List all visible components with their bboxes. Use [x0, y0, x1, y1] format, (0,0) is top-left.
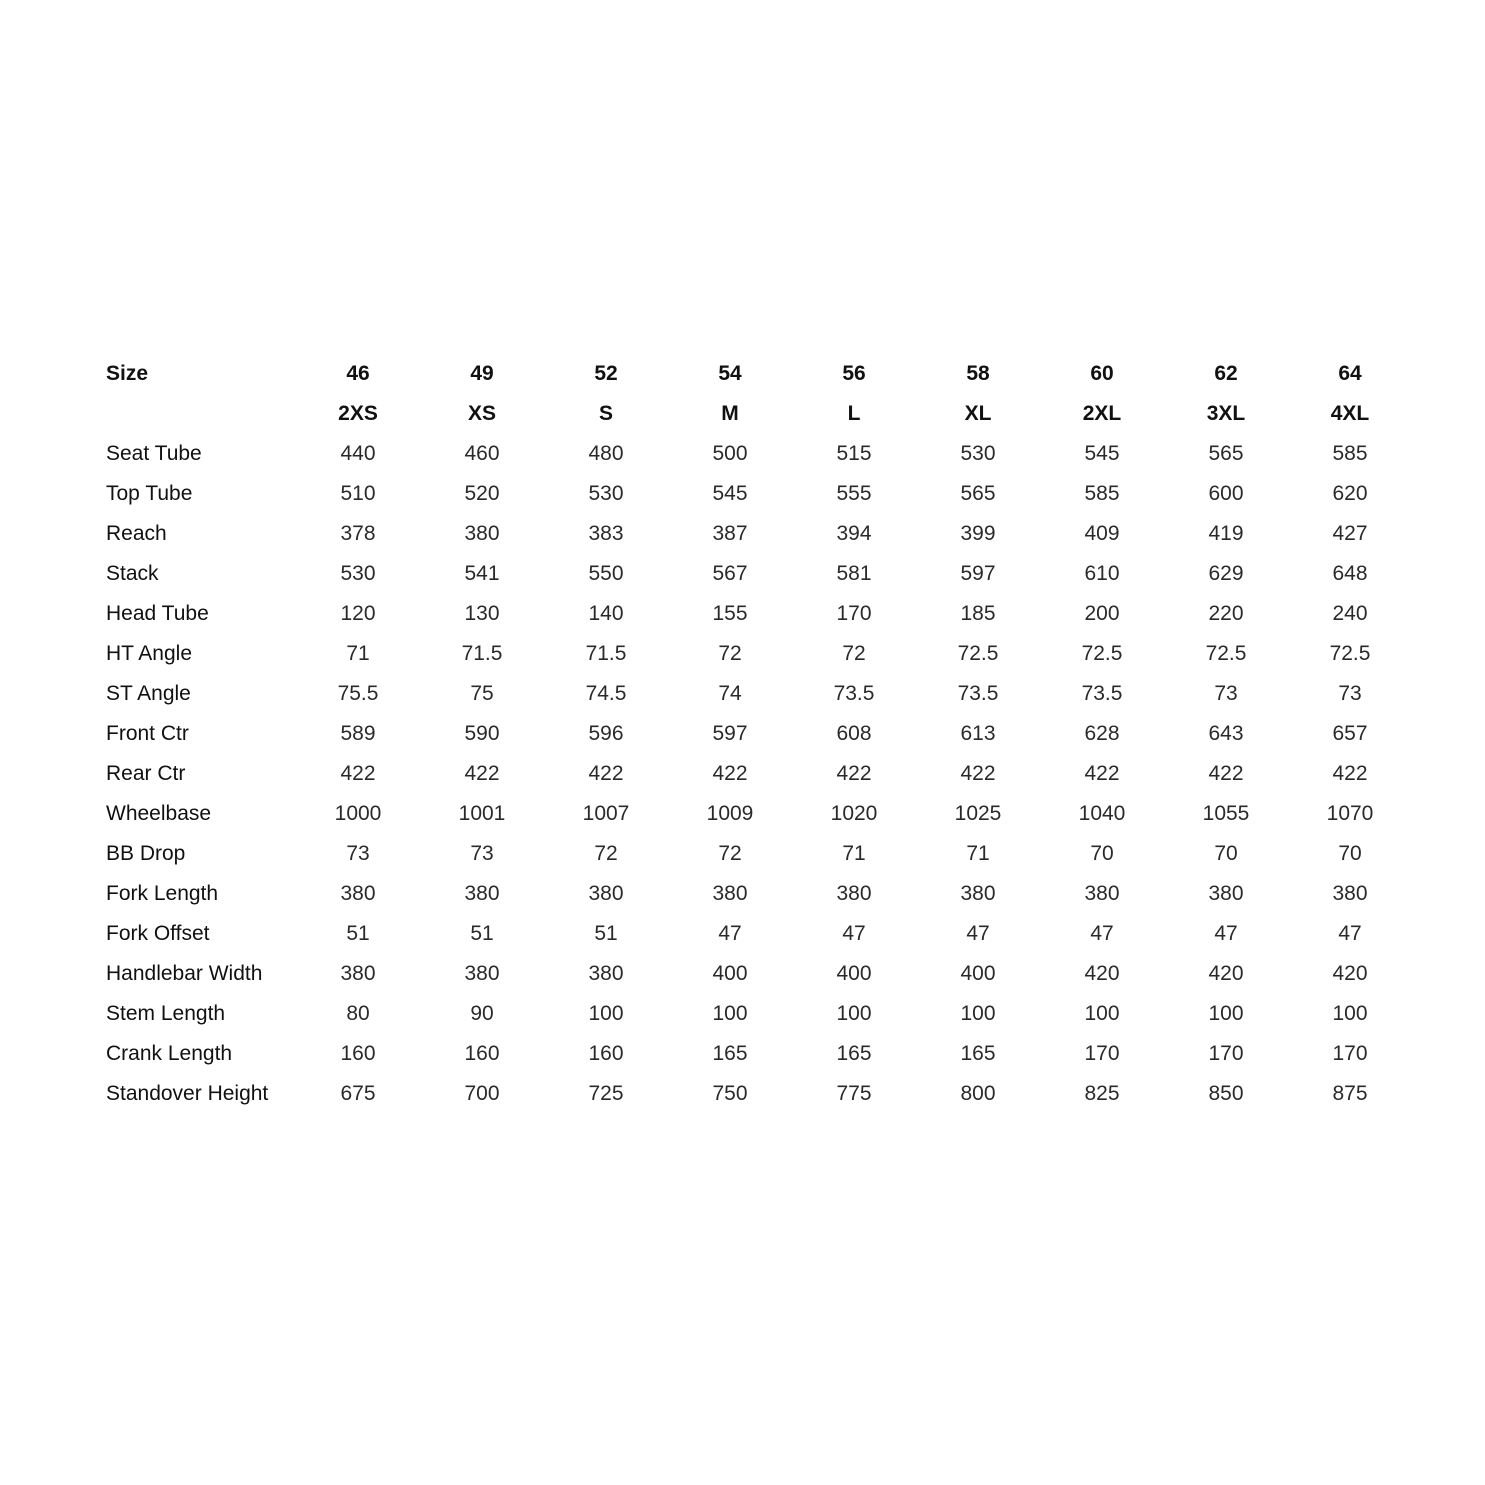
table-cell: 597	[712, 722, 748, 745]
table-cell: 72.5	[957, 642, 999, 665]
table-cell: 100	[1084, 1002, 1120, 1025]
table-cell: 1001	[458, 802, 506, 825]
table-cell: 220	[1208, 602, 1244, 625]
size-letter: L	[847, 402, 861, 425]
table-cell: 100	[1332, 1002, 1368, 1025]
row-label: BB Drop	[106, 842, 186, 865]
row-label: Fork Length	[106, 882, 219, 905]
size-header-label: Size	[106, 362, 149, 385]
table-cell: 419	[1208, 522, 1244, 545]
table-cell: 394	[836, 522, 872, 545]
table-cell: 72.5	[1205, 642, 1247, 665]
table-cell: 550	[588, 562, 624, 585]
table-cell: 47	[966, 922, 990, 945]
table-cell: 100	[712, 1002, 748, 1025]
table-cell: 73	[470, 842, 494, 865]
table-cell: 1007	[582, 802, 630, 825]
table-cell: 380	[1208, 882, 1244, 905]
table-cell: 422	[588, 762, 624, 785]
table-cell: 90	[470, 1002, 494, 1025]
table-cell: 74	[718, 682, 742, 705]
table-cell: 608	[836, 722, 872, 745]
table-cell: 657	[1332, 722, 1368, 745]
table-cell: 165	[960, 1042, 996, 1065]
table-row	[106, 874, 1412, 914]
row-label: Head Tube	[106, 602, 209, 625]
size-letter: 2XS	[338, 402, 378, 425]
table-cell: 71	[842, 842, 866, 865]
table-cell: 380	[836, 882, 872, 905]
table-cell: 590	[464, 722, 500, 745]
table-cell: 74.5	[585, 682, 627, 705]
row-label: Crank Length	[106, 1042, 233, 1065]
table-cell: 422	[712, 762, 748, 785]
size-number: 49	[470, 362, 494, 385]
table-row	[106, 994, 1412, 1034]
table-cell: 100	[960, 1002, 996, 1025]
table-row	[106, 954, 1412, 994]
table-cell: 378	[340, 522, 376, 545]
table-cell: 72.5	[1081, 642, 1123, 665]
table-cell: 1040	[1078, 802, 1126, 825]
size-number: 62	[1214, 362, 1238, 385]
table-cell: 427	[1332, 522, 1368, 545]
table-cell: 629	[1208, 562, 1244, 585]
row-label: Handlebar Width	[106, 962, 263, 985]
table-cell: 400	[836, 962, 872, 985]
table-row	[106, 794, 1412, 834]
table-cell: 165	[836, 1042, 872, 1065]
table-cell: 160	[340, 1042, 376, 1065]
size-letter: XL	[964, 402, 992, 425]
table-cell: 170	[1332, 1042, 1368, 1065]
geometry-rows	[106, 434, 1412, 1114]
table-cell: 130	[464, 602, 500, 625]
table-cell: 72	[594, 842, 618, 865]
table-cell: 400	[712, 962, 748, 985]
table-cell: 1020	[830, 802, 878, 825]
table-cell: 73.5	[833, 682, 875, 705]
table-cell: 422	[1332, 762, 1368, 785]
table-cell: 71.5	[461, 642, 503, 665]
table-cell: 380	[464, 882, 500, 905]
table-cell: 70	[1214, 842, 1238, 865]
table-cell: 73	[1338, 682, 1362, 705]
table-cell: 100	[588, 1002, 624, 1025]
row-label: Wheelbase	[106, 802, 212, 825]
table-cell: 160	[588, 1042, 624, 1065]
row-label: Seat Tube	[106, 442, 202, 465]
table-cell: 71.5	[585, 642, 627, 665]
table-cell: 47	[1338, 922, 1362, 945]
table-cell: 72.5	[1329, 642, 1371, 665]
table-cell: 73.5	[1081, 682, 1123, 705]
size-letter: XS	[467, 402, 496, 425]
table-cell: 545	[1084, 442, 1120, 465]
table-cell: 565	[960, 482, 996, 505]
table-cell: 70	[1090, 842, 1114, 865]
row-label: Rear Ctr	[106, 762, 186, 785]
table-cell: 555	[836, 482, 872, 505]
table-cell: 165	[712, 1042, 748, 1065]
table-cell: 380	[340, 882, 376, 905]
table-cell: 675	[340, 1082, 376, 1105]
row-label: Front Ctr	[106, 722, 189, 745]
table-cell: 700	[464, 1082, 500, 1105]
table-cell: 750	[712, 1082, 748, 1105]
table-cell: 422	[836, 762, 872, 785]
table-cell: 530	[960, 442, 996, 465]
table-cell: 240	[1332, 602, 1368, 625]
table-cell: 170	[1208, 1042, 1244, 1065]
row-label: Top Tube	[106, 482, 193, 505]
table-cell: 380	[960, 882, 996, 905]
table-row	[106, 674, 1412, 714]
table-cell: 1070	[1326, 802, 1374, 825]
geometry-chart	[106, 354, 1406, 1114]
table-cell: 380	[464, 962, 500, 985]
table-cell: 160	[464, 1042, 500, 1065]
row-label: Standover Height	[106, 1082, 269, 1105]
table-cell: 47	[842, 922, 866, 945]
table-cell: 589	[340, 722, 376, 745]
table-cell: 1000	[334, 802, 382, 825]
table-cell: 170	[1084, 1042, 1120, 1065]
table-row	[106, 1034, 1412, 1074]
table-cell: 51	[470, 922, 494, 945]
table-cell: 73	[1214, 682, 1238, 705]
table-cell: 380	[588, 882, 624, 905]
table-row	[106, 474, 1412, 514]
table-cell: 399	[960, 522, 996, 545]
table-cell: 73.5	[957, 682, 999, 705]
table-cell: 850	[1208, 1082, 1244, 1105]
table-cell: 72	[842, 642, 866, 665]
table-cell: 422	[960, 762, 996, 785]
table-cell: 480	[588, 442, 624, 465]
table-cell: 648	[1332, 562, 1368, 585]
size-number-row	[106, 354, 1412, 394]
table-cell: 600	[1208, 482, 1244, 505]
table-cell: 422	[1208, 762, 1244, 785]
table-row	[106, 434, 1412, 474]
table-cell: 597	[960, 562, 996, 585]
table-cell: 581	[836, 562, 872, 585]
table-cell: 185	[960, 602, 996, 625]
table-cell: 585	[1084, 482, 1120, 505]
size-letter: 3XL	[1206, 402, 1246, 425]
size-letter-row	[106, 394, 1412, 434]
table-cell: 80	[346, 1002, 370, 1025]
table-cell: 565	[1208, 442, 1244, 465]
table-cell: 530	[340, 562, 376, 585]
table-cell: 545	[712, 482, 748, 505]
table-cell: 420	[1084, 962, 1120, 985]
size-number: 46	[346, 362, 370, 385]
table-cell: 72	[718, 842, 742, 865]
table-cell: 541	[464, 562, 500, 585]
table-cell: 51	[346, 922, 370, 945]
table-cell: 155	[712, 602, 748, 625]
table-row	[106, 554, 1412, 594]
table-cell: 775	[836, 1082, 872, 1105]
row-label: Stem Length	[106, 1002, 226, 1025]
table-cell: 520	[464, 482, 500, 505]
table-row	[106, 594, 1412, 634]
table-cell: 613	[960, 722, 996, 745]
table-cell: 75.5	[337, 682, 379, 705]
table-cell: 120	[340, 602, 376, 625]
empty-corner-cell	[106, 394, 296, 434]
table-cell: 420	[1208, 962, 1244, 985]
table-cell: 420	[1332, 962, 1368, 985]
table-cell: 825	[1084, 1082, 1120, 1105]
table-row	[106, 514, 1412, 554]
table-cell: 1055	[1202, 802, 1250, 825]
table-cell: 643	[1208, 722, 1244, 745]
table-cell: 422	[464, 762, 500, 785]
size-letter: S	[598, 402, 613, 425]
size-number: 60	[1090, 362, 1114, 385]
table-row	[106, 634, 1412, 674]
table-cell: 51	[594, 922, 618, 945]
table-cell: 440	[340, 442, 376, 465]
table-cell: 47	[1090, 922, 1114, 945]
table-cell: 530	[588, 482, 624, 505]
table-cell: 1025	[954, 802, 1002, 825]
size-number: 52	[594, 362, 618, 385]
size-number: 54	[718, 362, 742, 385]
geometry-table	[106, 354, 1412, 1114]
row-label: Stack	[106, 562, 159, 585]
table-cell: 71	[966, 842, 990, 865]
table-cell: 725	[588, 1082, 624, 1105]
table-cell: 1009	[706, 802, 754, 825]
size-letter: 4XL	[1330, 402, 1370, 425]
table-cell: 500	[712, 442, 748, 465]
table-row	[106, 1074, 1412, 1114]
table-cell: 170	[836, 602, 872, 625]
table-cell: 140	[588, 602, 624, 625]
table-cell: 875	[1332, 1082, 1368, 1105]
table-cell: 515	[836, 442, 872, 465]
table-cell: 510	[340, 482, 376, 505]
table-cell: 380	[464, 522, 500, 545]
size-number: 56	[842, 362, 866, 385]
table-row	[106, 714, 1412, 754]
table-cell: 628	[1084, 722, 1120, 745]
table-cell: 400	[960, 962, 996, 985]
table-cell: 200	[1084, 602, 1120, 625]
row-label: HT Angle	[106, 642, 192, 665]
table-cell: 380	[588, 962, 624, 985]
table-cell: 620	[1332, 482, 1368, 505]
table-cell: 800	[960, 1082, 996, 1105]
table-cell: 73	[346, 842, 370, 865]
table-cell: 75	[470, 682, 494, 705]
table-cell: 422	[1084, 762, 1120, 785]
size-number: 64	[1338, 362, 1362, 385]
table-cell: 380	[340, 962, 376, 985]
size-letter: 2XL	[1082, 402, 1122, 425]
row-label: Fork Offset	[106, 922, 210, 945]
table-cell: 100	[1208, 1002, 1244, 1025]
row-label: ST Angle	[106, 682, 191, 705]
table-row	[106, 834, 1412, 874]
table-cell: 460	[464, 442, 500, 465]
table-cell: 71	[346, 642, 370, 665]
table-cell: 567	[712, 562, 748, 585]
table-cell: 383	[588, 522, 624, 545]
table-cell: 596	[588, 722, 624, 745]
table-cell: 610	[1084, 562, 1120, 585]
table-row	[106, 754, 1412, 794]
size-number: 58	[966, 362, 990, 385]
table-cell: 100	[836, 1002, 872, 1025]
table-cell: 47	[1214, 922, 1238, 945]
table-cell: 409	[1084, 522, 1120, 545]
table-row	[106, 914, 1412, 954]
table-cell: 585	[1332, 442, 1368, 465]
table-cell: 72	[718, 642, 742, 665]
table-cell: 387	[712, 522, 748, 545]
table-cell: 380	[1332, 882, 1368, 905]
table-cell: 70	[1338, 842, 1362, 865]
table-cell: 47	[718, 922, 742, 945]
size-letter: M	[721, 402, 739, 425]
table-cell: 422	[340, 762, 376, 785]
table-cell: 380	[712, 882, 748, 905]
row-label: Reach	[106, 522, 167, 545]
table-cell: 380	[1084, 882, 1120, 905]
